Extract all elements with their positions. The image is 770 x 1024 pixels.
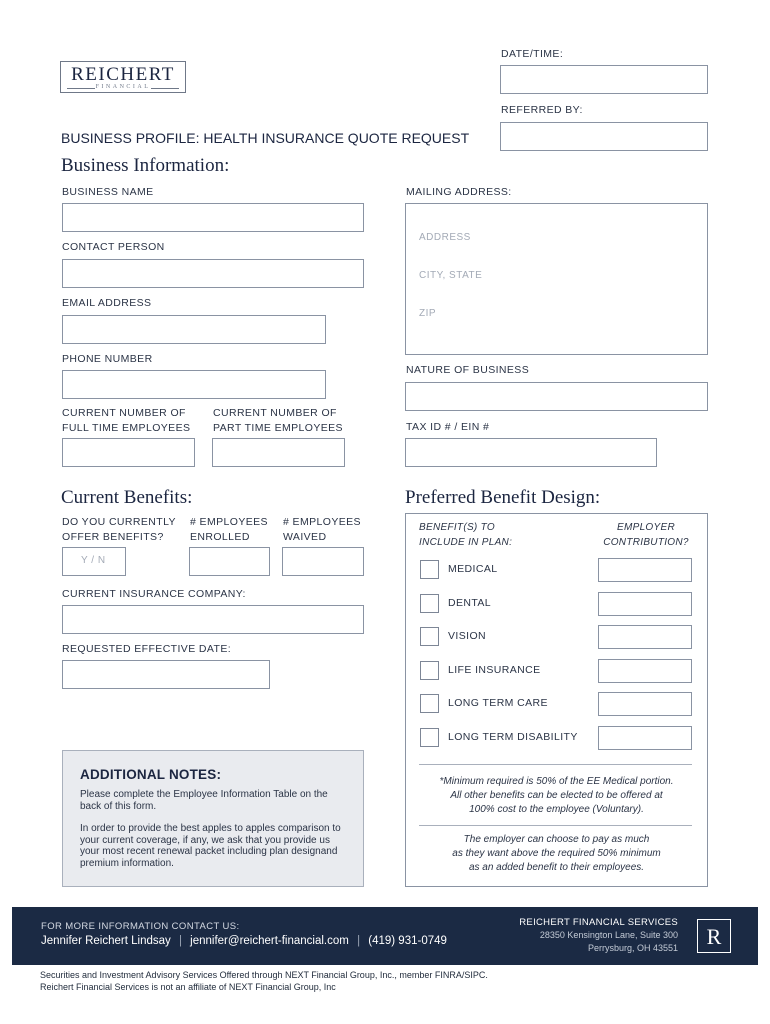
preferred-divider-1 bbox=[419, 764, 692, 765]
footer-contact-name: Jennifer Reichert Lindsay bbox=[41, 935, 171, 947]
contact-person-label: CONTACT PERSON bbox=[62, 241, 165, 253]
footer-separator-1: | bbox=[178, 935, 182, 947]
col-contribution-label-2: CONTRIBUTION? bbox=[603, 537, 689, 548]
parttime-label-2: PART TIME EMPLOYEES bbox=[213, 422, 343, 434]
referred-by-field[interactable] bbox=[500, 122, 708, 151]
logo-name: REICHERT bbox=[71, 64, 175, 85]
effective-date-label: REQUESTED EFFECTIVE DATE: bbox=[62, 643, 232, 655]
medical-contribution-field[interactable] bbox=[598, 558, 692, 582]
long-term-care-checkbox[interactable] bbox=[420, 694, 439, 713]
taxid-label: TAX ID # / EIN # bbox=[406, 421, 490, 433]
preferred-note-1-line-3: 100% cost to the employee (Voluntary). bbox=[469, 804, 644, 815]
long-term-care-contribution-field[interactable] bbox=[598, 692, 692, 716]
business-name-label: BUSINESS NAME bbox=[62, 186, 154, 198]
phone-label: PHONE NUMBER bbox=[62, 353, 153, 365]
preferred-note-2-line-2: as they want above the required 50% minimum bbox=[452, 848, 661, 859]
current-benefits-heading: Current Benefits: bbox=[61, 487, 193, 508]
long-term-disability-label: LONG TERM DISABILITY bbox=[448, 731, 578, 743]
logo-rule-right bbox=[151, 88, 179, 89]
nature-label: NATURE OF BUSINESS bbox=[406, 364, 530, 376]
contact-person-field[interactable] bbox=[62, 259, 364, 288]
life-insurance-label: LIFE INSURANCE bbox=[448, 664, 541, 676]
referred-by-label: REFERRED BY: bbox=[501, 104, 583, 116]
email-label: EMAIL ADDRESS bbox=[62, 297, 152, 309]
long-term-disability-contribution-field[interactable] bbox=[598, 726, 692, 750]
life-insurance-checkbox[interactable] bbox=[420, 661, 439, 680]
footer-bar bbox=[12, 907, 758, 965]
zip-placeholder: ZIP bbox=[419, 308, 437, 319]
dental-contribution-field[interactable] bbox=[598, 592, 692, 616]
life-insurance-contribution-field[interactable] bbox=[598, 659, 692, 683]
notes-title: ADDITIONAL NOTES: bbox=[80, 767, 222, 782]
additional-notes-panel bbox=[62, 750, 364, 887]
mailing-label: MAILING ADDRESS: bbox=[406, 186, 512, 198]
parttime-field[interactable] bbox=[212, 438, 345, 467]
notes-paragraph-1: Please complete the Employee Information Table on the back of this form. bbox=[80, 789, 328, 812]
preferred-note-1-line-2: All other benefits can be elected to be offered at bbox=[450, 790, 663, 801]
offer-label-2: OFFER BENEFITS? bbox=[62, 531, 164, 543]
date-time-label: DATE/TIME: bbox=[501, 48, 564, 60]
footer-monogram bbox=[697, 919, 731, 953]
footer-city: Perrysburg, OH 43551 bbox=[587, 943, 678, 953]
nature-field[interactable] bbox=[405, 382, 708, 411]
taxid-field[interactable] bbox=[405, 438, 657, 467]
city-placeholder: CITY, STATE bbox=[419, 270, 483, 281]
enrolled-label-2: ENROLLED bbox=[190, 531, 250, 543]
col-benefits-label-1: BENEFIT(S) TO bbox=[419, 522, 495, 533]
preferred-note-2-line-3: as an added benefit to their employees. bbox=[468, 862, 645, 873]
preferred-divider-2 bbox=[419, 825, 692, 826]
medical-checkbox[interactable] bbox=[420, 560, 439, 579]
footer-company: REICHERT FINANCIAL SERVICES bbox=[519, 917, 678, 928]
effective-date-field[interactable] bbox=[62, 660, 270, 689]
logo bbox=[60, 61, 186, 93]
logo-sub: FINANCIAL bbox=[95, 84, 151, 90]
footer-street: 28350 Kensington Lane, Suite 300 bbox=[539, 930, 678, 940]
footer-monogram-letter: R bbox=[706, 924, 722, 949]
offer-placeholder: Y / N bbox=[81, 555, 106, 566]
preferred-note-1-line-1: *Minimum required is 50% of the EE Medical portion. bbox=[439, 776, 674, 787]
form-title: BUSINESS PROFILE: HEALTH INSURANCE QUOTE REQUEST bbox=[61, 130, 470, 146]
waived-label-1: # EMPLOYEES bbox=[283, 516, 361, 528]
vision-label: VISION bbox=[448, 630, 486, 642]
fulltime-label-2: FULL TIME EMPLOYEES bbox=[62, 422, 191, 434]
parttime-label-1: CURRENT NUMBER OF bbox=[213, 407, 337, 419]
preferred-note-2-line-1: The employer can choose to pay as much bbox=[463, 834, 650, 845]
address-placeholder: ADDRESS bbox=[419, 232, 471, 243]
long-term-disability-checkbox[interactable] bbox=[420, 728, 439, 747]
disclaimer-line-2: Reichert Financial Services is not an affiliate of NEXT Financial Group, Inc bbox=[40, 982, 336, 992]
notes-paragraph-2: In order to provide the best apples to apples comparison to your current coverage, if any, we ask that you provide us your most recent renewal packet including plan designand premium information. bbox=[80, 823, 341, 869]
dental-checkbox[interactable] bbox=[420, 594, 439, 613]
date-time-field[interactable] bbox=[500, 65, 708, 94]
col-benefits-label-2: INCLUDE IN PLAN: bbox=[419, 537, 513, 548]
vision-contribution-field[interactable] bbox=[598, 625, 692, 649]
footer-separator-2: | bbox=[357, 935, 361, 947]
business-name-field[interactable] bbox=[62, 203, 364, 232]
fulltime-field[interactable] bbox=[62, 438, 195, 467]
col-contribution-label-1: EMPLOYER bbox=[617, 522, 675, 533]
waived-field[interactable] bbox=[282, 547, 364, 576]
enrolled-field[interactable] bbox=[189, 547, 270, 576]
waived-label-2: WAIVED bbox=[283, 531, 327, 543]
footer-contact-label: FOR MORE INFORMATION CONTACT US: bbox=[41, 921, 240, 932]
enrolled-label-1: # EMPLOYEES bbox=[190, 516, 268, 528]
long-term-care-label: LONG TERM CARE bbox=[448, 697, 548, 709]
medical-label: MEDICAL bbox=[448, 563, 498, 575]
company-label: CURRENT INSURANCE COMPANY: bbox=[62, 588, 246, 600]
footer-contact-line bbox=[41, 935, 447, 947]
footer-contact-email[interactable]: jennifer@reichert-financial.com bbox=[190, 935, 349, 947]
dental-label: DENTAL bbox=[448, 597, 492, 609]
disclaimer-line-1: Securities and Investment Advisory Services Offered through NEXT Financial Group, Inc., member FINRA/SIPC. bbox=[40, 970, 488, 980]
phone-field[interactable] bbox=[62, 370, 326, 399]
offer-label-1: DO YOU CURRENTLY bbox=[62, 516, 176, 528]
vision-checkbox[interactable] bbox=[420, 627, 439, 646]
footer-contact-phone[interactable]: (419) 931-0749 bbox=[368, 935, 447, 947]
company-field[interactable] bbox=[62, 605, 364, 634]
business-info-heading: Business Information: bbox=[61, 155, 230, 176]
preferred-heading: Preferred Benefit Design: bbox=[405, 487, 601, 508]
email-field[interactable] bbox=[62, 315, 326, 344]
fulltime-label-1: CURRENT NUMBER OF bbox=[62, 407, 186, 419]
